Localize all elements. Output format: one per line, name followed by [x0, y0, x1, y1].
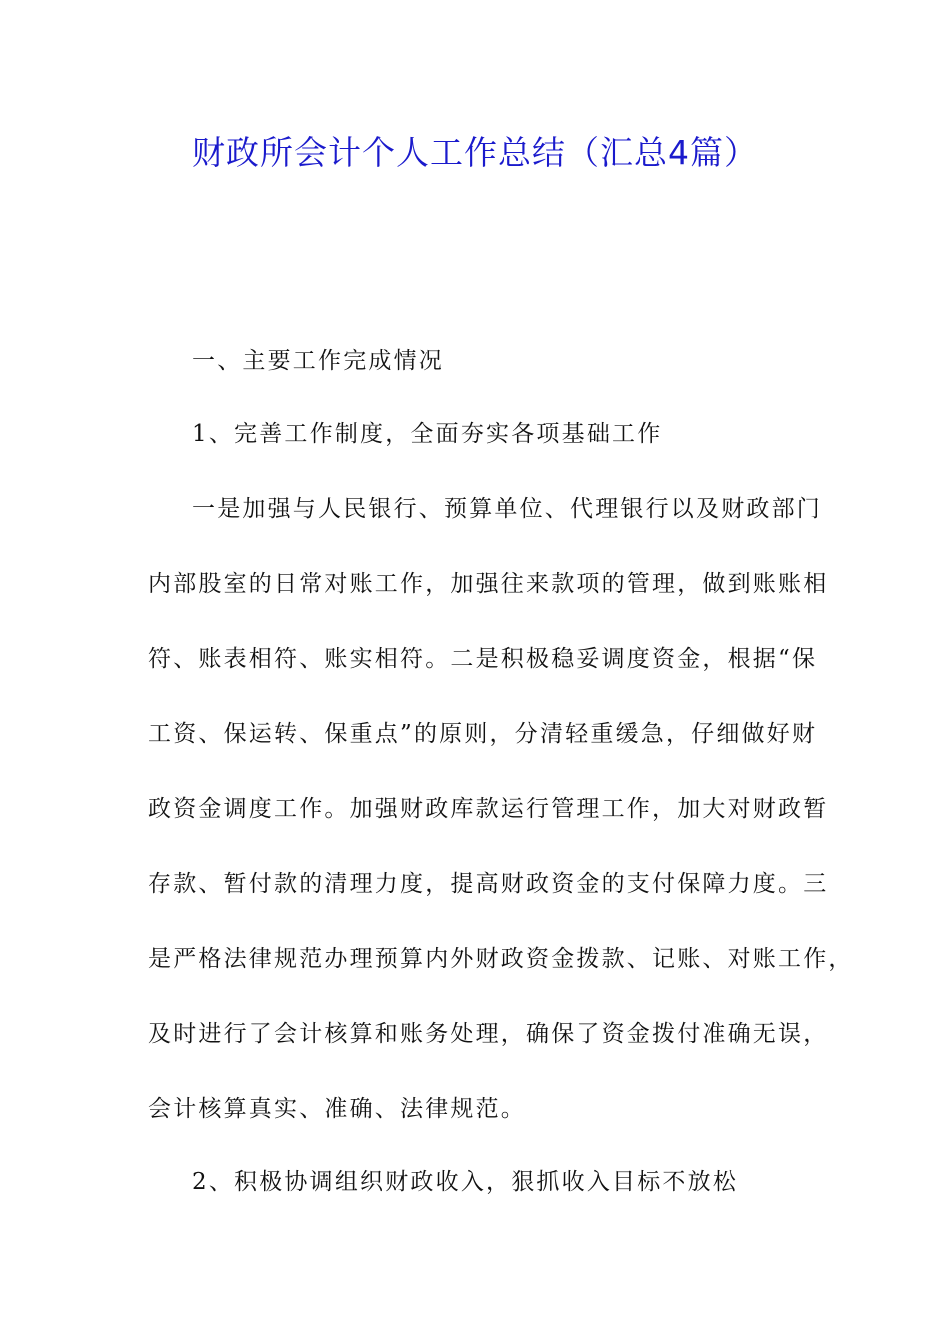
subsection-heading: 2、积极协调组织财政收入，狠抓收入目标不放松: [192, 1169, 739, 1195]
paragraph-line: 存款、暂付款的清理力度，提高财政资金的支付保障力度。三: [148, 871, 829, 897]
subsection-heading: 1、完善工作制度，全面夯实各项基础工作: [192, 421, 663, 447]
paragraph-line: 内部股室的日常对账工作，加强往来款项的管理，做到账账相: [148, 571, 829, 597]
paragraph-line: 是严格法律规范办理预算内外财政资金拨款、记账、对账工作，: [148, 946, 854, 972]
document-title: 财政所会计个人工作总结（汇总4篇）: [192, 133, 758, 172]
paragraph-line: 及时进行了会计核算和账务处理，确保了资金拨付准确无误，: [148, 1021, 829, 1047]
paragraph-line: 符、账表相符、账实相符。二是积极稳妥调度资金，根据“保: [148, 646, 818, 672]
paragraph-line: 工资、保运转、保重点”的原则，分清轻重缓急，仔细做好财: [148, 721, 818, 747]
paragraph-line: 一是加强与人民银行、预算单位、代理银行以及财政部门: [192, 496, 822, 522]
paragraph-line: 会计核算真实、准确、法律规范。: [148, 1096, 526, 1122]
paragraph-line: 政资金调度工作。加强财政库款运行管理工作，加大对财政暂: [148, 796, 829, 822]
section-heading: 一、主要工作完成情况: [192, 348, 444, 374]
